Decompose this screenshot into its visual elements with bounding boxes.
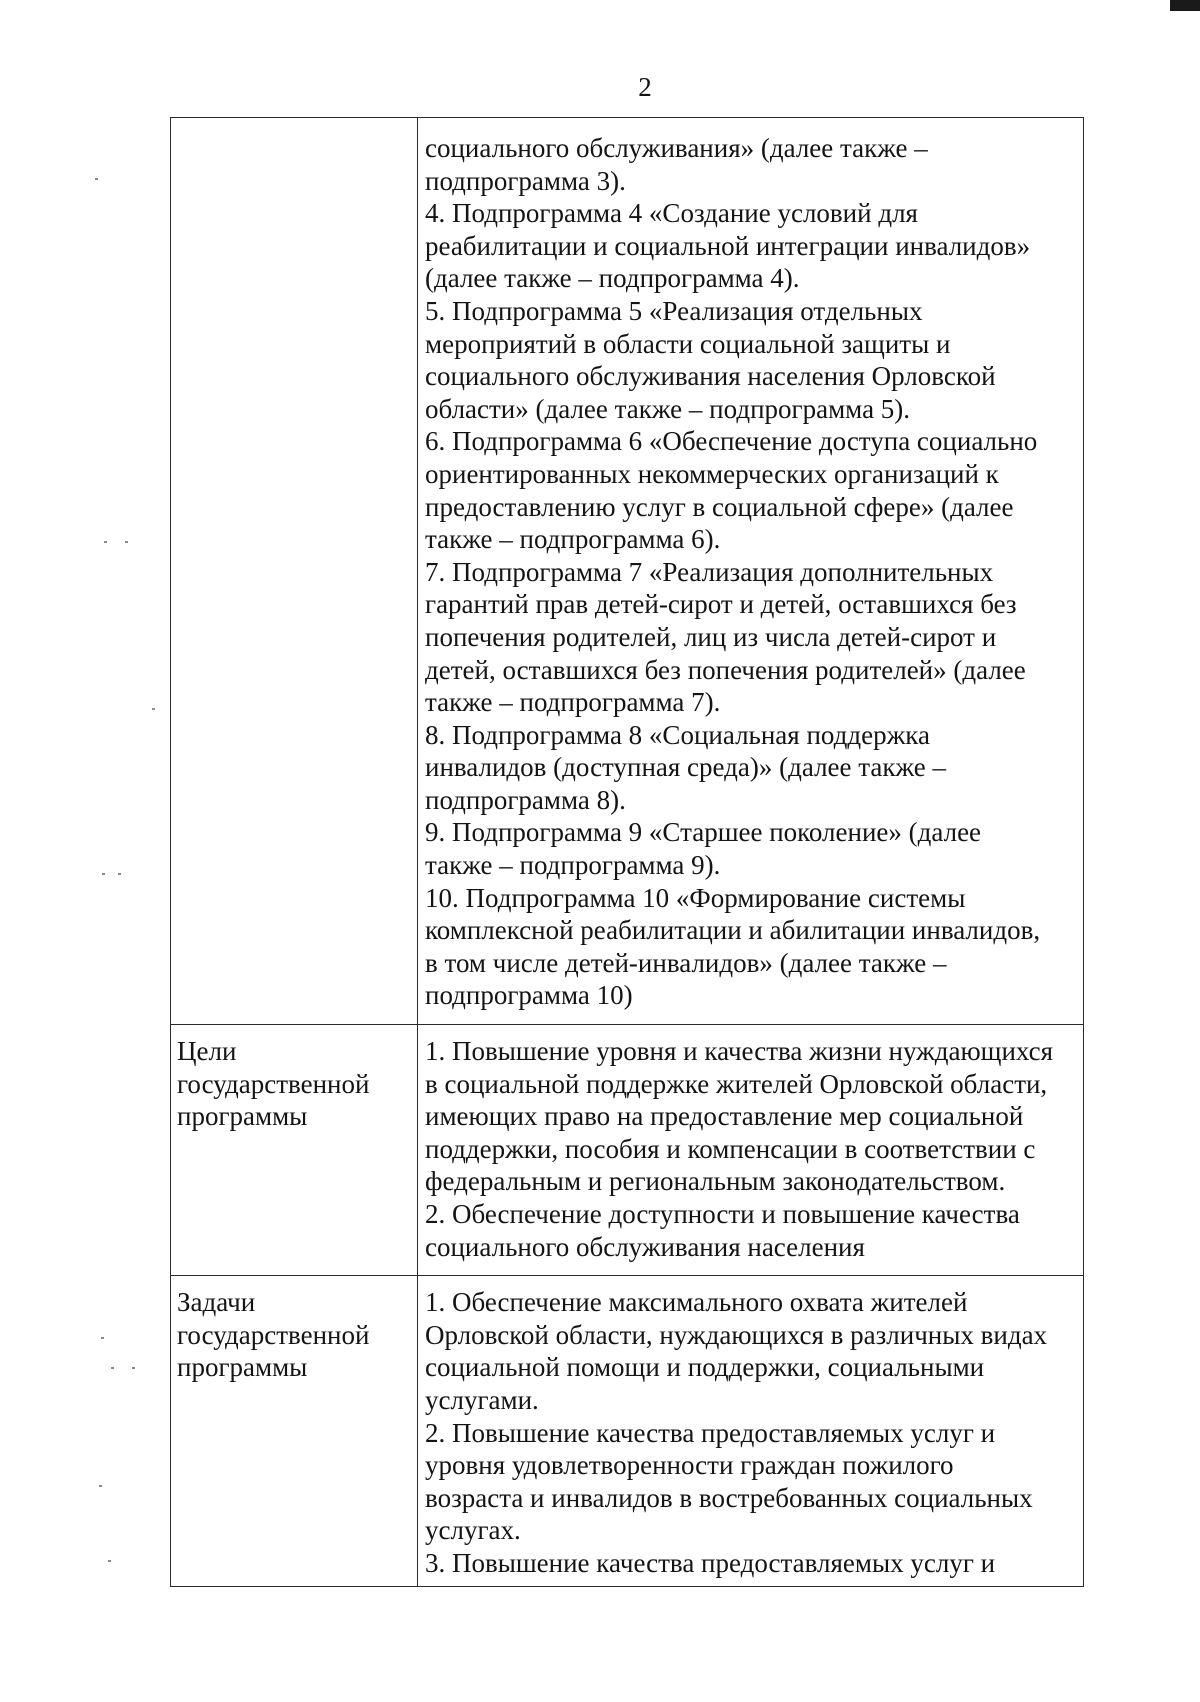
- text-line: 3. Повышение качества предоставляемых услуг и: [425, 1547, 996, 1578]
- row-label-line: Задачи: [177, 1287, 256, 1318]
- scan-speck: [102, 873, 105, 875]
- scan-corner-mark: [1170, 0, 1200, 11]
- text-line: мероприятий в области социальной защиты и: [425, 328, 951, 359]
- scan-speck: [132, 1367, 135, 1369]
- scan-speck: [111, 1367, 114, 1369]
- scan-speck: [108, 1560, 111, 1562]
- text-line: социальной помощи и поддержки, социальными: [425, 1352, 985, 1383]
- text-line: в социальной поддержке жителей Орловской области,: [425, 1068, 1048, 1099]
- scan-speck: [104, 541, 107, 543]
- text-line: услугах.: [425, 1515, 521, 1546]
- table-row-goals: [171, 1025, 1084, 1276]
- text-line: 1. Повышение уровня и качества жизни нуждающихся: [425, 1036, 1054, 1067]
- text-line: инвалидов (доступная среда)» (далее также –: [425, 752, 947, 783]
- scan-speck: [125, 541, 128, 543]
- text-line: ориентированных некоммерческих организаций к: [425, 458, 999, 489]
- text-line: социального обслуживания населения: [425, 1231, 865, 1262]
- text-line: 1. Обеспечение максимального охвата жителей: [425, 1287, 968, 1318]
- text-line: имеющих право на предоставление мер социальной: [425, 1101, 1024, 1132]
- scan-speck: [99, 1485, 102, 1487]
- text-line: 2. Повышение качества предоставляемых услуг и: [425, 1417, 996, 1448]
- text-line: (далее также – подпрограмма 4).: [425, 263, 800, 294]
- text-line: также – подпрограмма 7).: [425, 687, 721, 718]
- text-line: комплексной реабилитации и абилитации инвалидов,: [425, 915, 1041, 946]
- table-row-subprograms: [171, 118, 1084, 1025]
- table-row-tasks: [171, 1276, 1084, 1586]
- text-line: детей, оставшихся без попечения родителей» (далее: [425, 654, 1026, 685]
- scan-speck: [152, 708, 155, 710]
- text-line: 4. Подпрограмма 4 «Создание условий для: [425, 198, 918, 229]
- row-label-line: государственной: [177, 1068, 370, 1099]
- text-line: 7. Подпрограмма 7 «Реализация дополнительных: [425, 556, 994, 587]
- row-label-cell: [171, 118, 418, 1025]
- row-label-line: государственной: [177, 1319, 370, 1350]
- row-label-line: Цели: [177, 1036, 237, 1067]
- page-number: 2: [638, 72, 652, 102]
- text-line: области» (далее также – подпрограмма 5).: [425, 393, 911, 424]
- text-line: 9. Подпрограмма 9 «Старшее поколение» (далее: [425, 817, 982, 848]
- text-line: подпрограмма 3).: [425, 165, 626, 196]
- text-line: также – подпрограмма 6).: [425, 524, 721, 555]
- text-line: подпрограмма 8).: [425, 784, 626, 815]
- text-line: 8. Подпрограмма 8 «Социальная поддержка: [425, 719, 930, 750]
- passport-table: [170, 117, 1084, 1587]
- text-line: услугами.: [425, 1384, 539, 1415]
- text-line: федеральным и региональным законодательством.: [425, 1166, 1006, 1197]
- row-label-cell: [171, 1276, 418, 1586]
- text-line: уровня удовлетворенности граждан пожилого: [425, 1450, 954, 1481]
- text-line: 2. Обеспечение доступности и повышение качества: [425, 1199, 1020, 1229]
- text-line: Орловской области, нуждающихся в различных видах: [425, 1319, 1048, 1350]
- row-content-cell: [418, 1276, 1084, 1586]
- text-line: реабилитации и социальной интеграции инвалидов»: [425, 230, 1031, 261]
- scan-speck: [101, 1337, 104, 1339]
- text-line: возраста и инвалидов в востребованных социальных: [425, 1482, 1033, 1513]
- text-line: также – подпрограмма 9).: [425, 850, 721, 881]
- text-line: поддержки, пособия и компенсации в соответствии с: [425, 1133, 1036, 1164]
- row-label-cell: [171, 1025, 418, 1276]
- text-line: подпрограмма 10): [425, 980, 633, 1011]
- text-line: в том числе детей-инвалидов» (далее также –: [425, 947, 947, 978]
- text-line: социального обслуживания населения Орловской: [425, 361, 996, 392]
- text-line: гарантий прав детей-сирот и детей, оставшихся без: [425, 589, 1017, 620]
- text-line: попечения родителей, лиц из числа детей-сирот и: [425, 621, 997, 652]
- text-line: предоставлению услуг в социальной сфере» (далее: [425, 491, 1014, 522]
- text-line: социального обслуживания» (далее также –: [425, 133, 928, 163]
- scan-speck: [95, 178, 98, 180]
- row-content-cell: [418, 1025, 1084, 1276]
- text-line: 10. Подпрограмма 10 «Формирование системы: [425, 882, 966, 913]
- row-label-line: программы: [177, 1352, 308, 1383]
- row-label-line: программы: [177, 1101, 308, 1132]
- text-line: 5. Подпрограмма 5 «Реализация отдельных: [425, 295, 923, 326]
- text-line: 6. Подпрограмма 6 «Обеспечение доступа социально: [425, 426, 1038, 457]
- scan-speck: [118, 873, 121, 875]
- row-content-cell: [418, 118, 1084, 1025]
